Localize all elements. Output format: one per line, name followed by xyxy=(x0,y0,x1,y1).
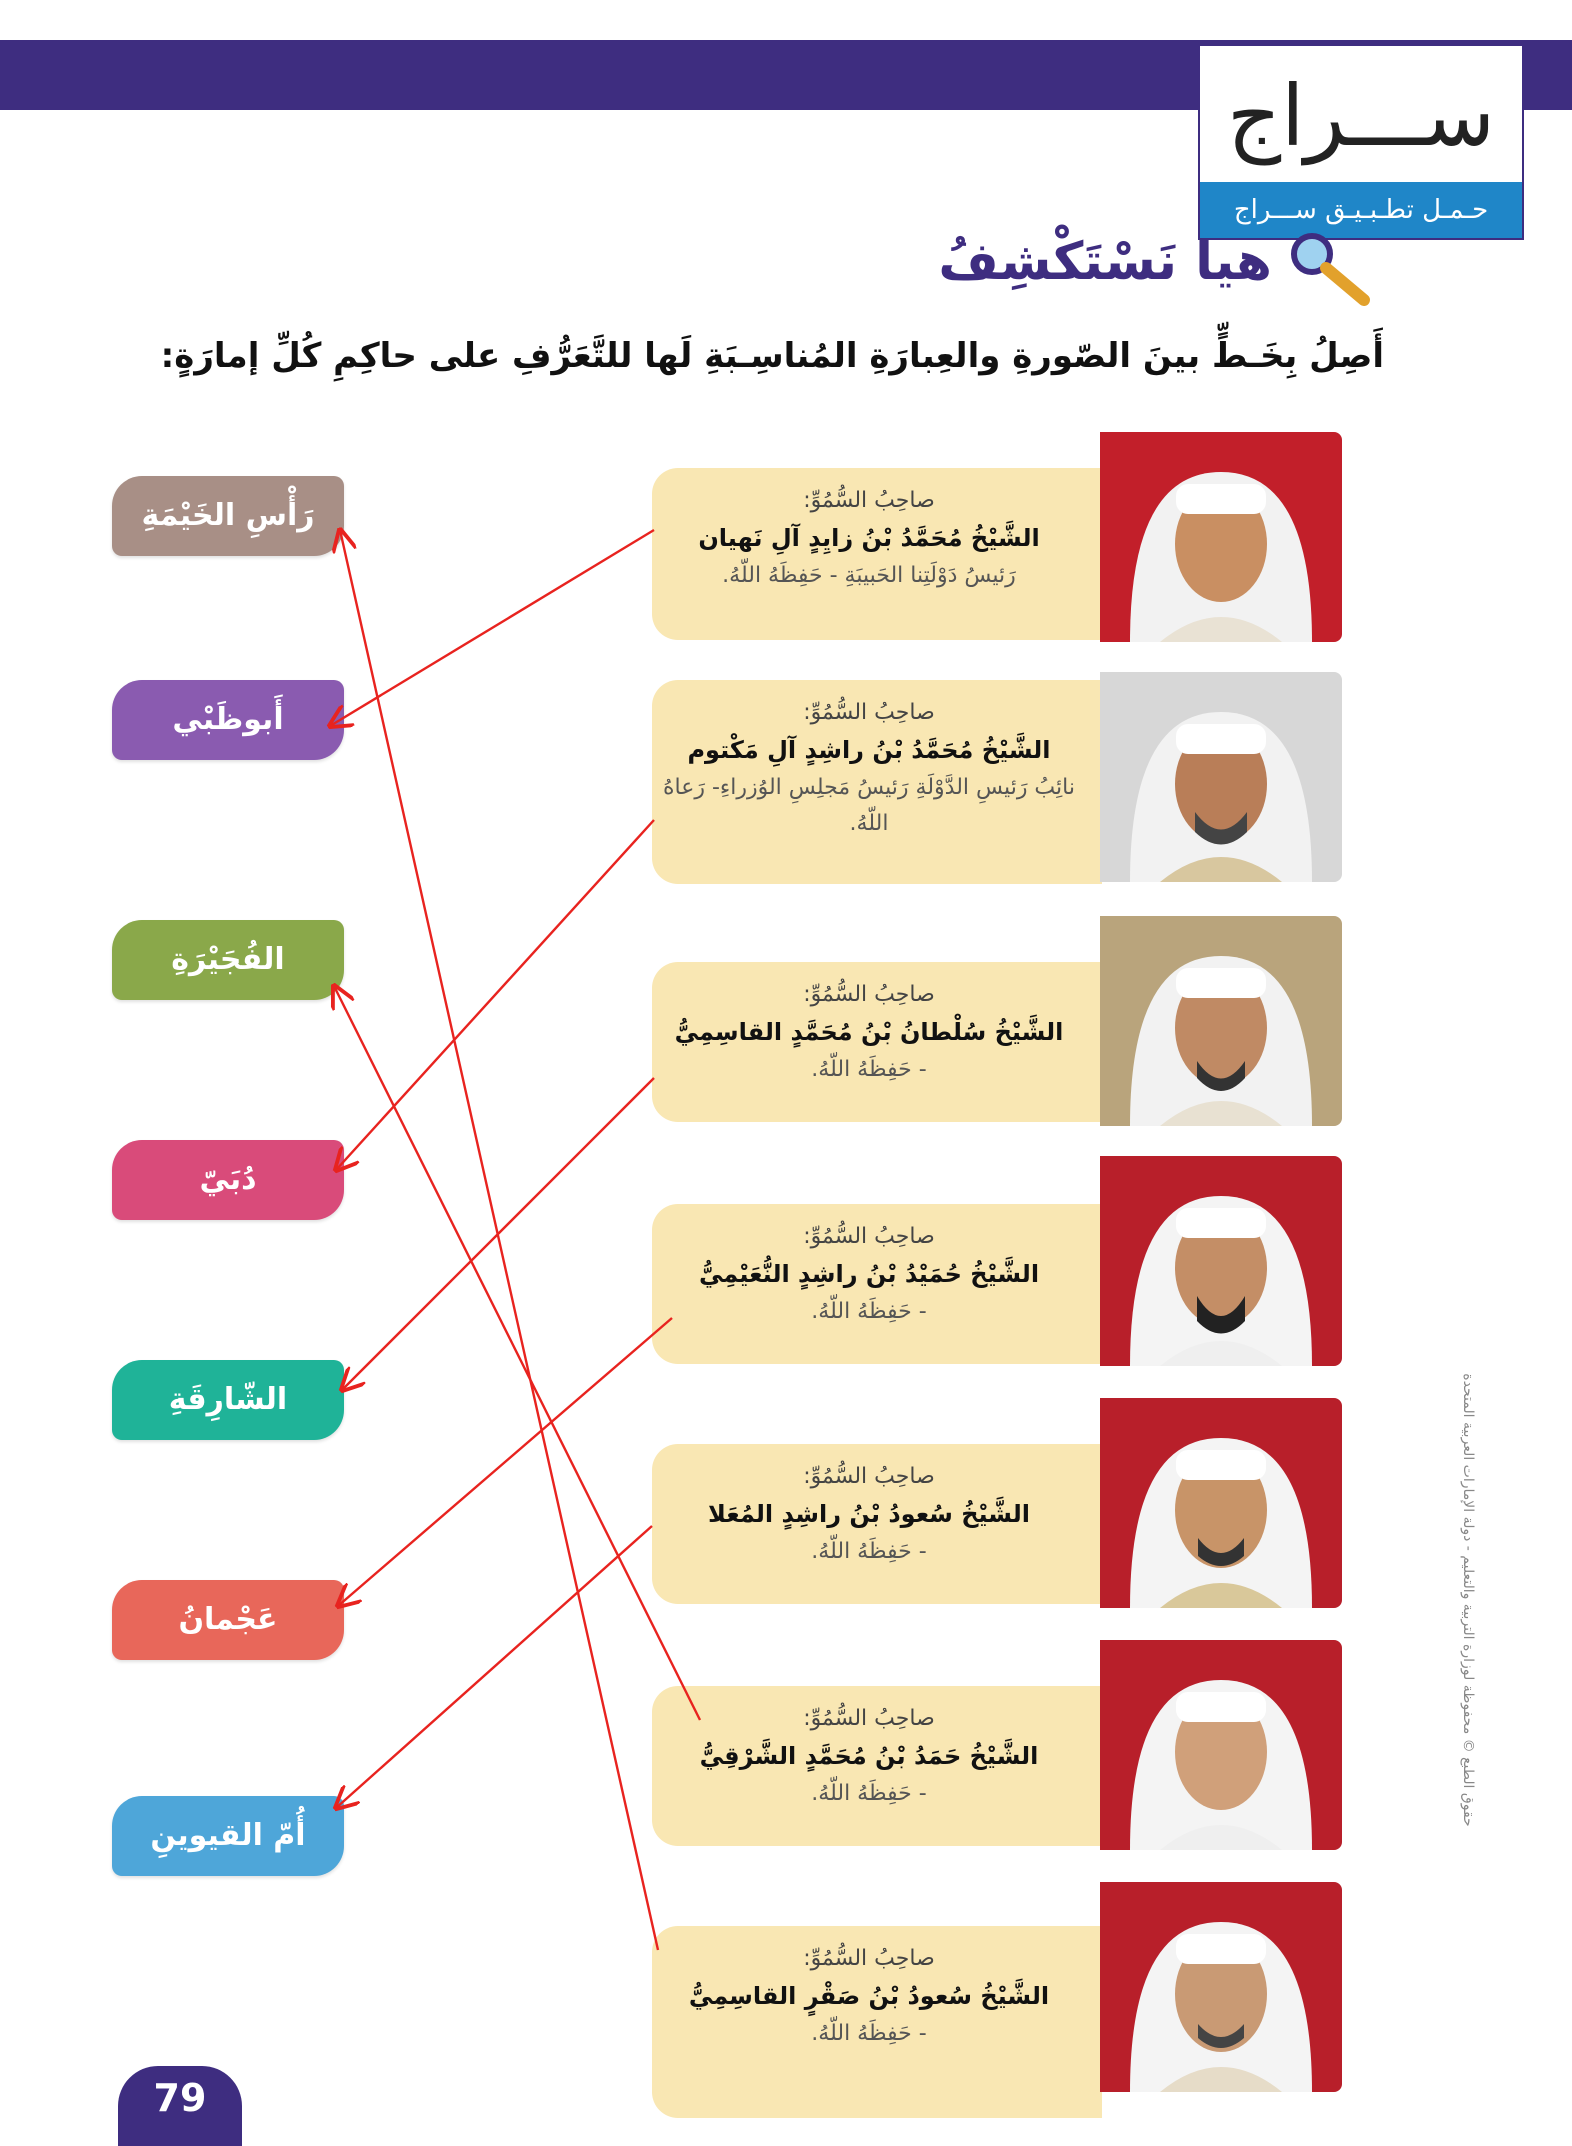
page-number: 79 xyxy=(118,2066,242,2146)
emirate-pill[interactable]: الفُجَيْرَةِ xyxy=(112,920,344,1000)
ruler-name: الشَّيْخُ مُحَمَّدُ بْنُ زايِدٍ آلِ نَهيان xyxy=(698,524,1040,552)
match-line xyxy=(330,530,654,726)
ruler-honorific: صاحِبُ السُّمُوِّ: xyxy=(803,982,935,1007)
ruler-description: - حَفِظَهُ اللّهُ. xyxy=(811,1299,927,1324)
ruler-honorific: صاحِبُ السُّمُوِّ: xyxy=(803,1224,935,1249)
ruler-name: الشَّيْخُ سُلْطانُ بْنُ مُحَمَّدٍ القاسِمِيُّ xyxy=(674,1018,1064,1046)
ruler-honorific: صاحِبُ السُّمُوِّ: xyxy=(803,1706,935,1731)
ruler-honorific: صاحِبُ السُّمُوِّ: xyxy=(803,1946,935,1971)
ruler-honorific: صاحِبُ السُّمُوِّ: xyxy=(803,700,935,725)
ruler-honorific: صاحِبُ السُّمُوِّ: xyxy=(803,488,935,513)
ruler-description: - حَفِظَهُ اللّهُ. xyxy=(811,1057,927,1082)
ruler-name: الشَّيْخُ سُعودُ بْنُ صَقْرٍ القاسِمِيُّ xyxy=(688,1982,1050,2010)
ruler-name: الشَّيْخُ حُمَيْدُ بْنُ راشِدٍ النُّعَيْمِيُّ xyxy=(698,1260,1040,1288)
emirate-pill[interactable]: أُمّ القيوينِ xyxy=(112,1796,344,1876)
instruction-text: أَصِلُ بِخَـطٍّ بينَ الصّورةِ والعِبارَةِ المُناسِـبَةِ لَها للتَّعَرُّفِ على حاكِمِ كُلِّ إمارَةٍ: xyxy=(160,336,1384,376)
emirate-pill[interactable]: رَأْسِ الخَيْمَةِ xyxy=(112,476,344,556)
emirate-pill[interactable]: دُبَيّ xyxy=(112,1140,344,1220)
copyright-note xyxy=(1448,1360,1488,1840)
ruler-honorific: صاحِبُ السُّمُوِّ: xyxy=(803,1464,935,1489)
ruler-description: - حَفِظَهُ اللّهُ. xyxy=(811,1781,927,1806)
emirate-pill[interactable]: أَبوظَبْي xyxy=(112,680,344,760)
ruler-name: الشَّيْخُ سُعودُ بْنُ راشِدٍ المُعَلا xyxy=(708,1500,1030,1528)
ruler-description: رَئيسُ دَوْلَتِنا الحَبيبَةِ - حَفِظَهُ اللّهُ. xyxy=(722,563,1016,588)
ruler-name: الشَّيْخُ مُحَمَّدُ بْنُ راشِدٍ آلِ مَكْتوم xyxy=(687,736,1051,764)
ruler-name: الشَّيْخُ حَمَدُ بْنُ مُحَمَّدٍ الشَّرْقِيُّ xyxy=(699,1742,1039,1770)
ruler-description: نائِبُ رَئيسِ الدَّوْلَةِ رَئيسُ مَجلِسِ الوُزراءِ- رَعاهُ اللّهُ. xyxy=(663,775,1075,836)
ruler-description: - حَفِظَهُ اللّهُ. xyxy=(811,1539,927,1564)
emirate-pill[interactable]: الشّارِقَةِ xyxy=(112,1360,344,1440)
ruler-description: - حَفِظَهُ اللّهُ. xyxy=(811,2021,927,2046)
copyright-text: حقوق الطبع © محفوظة لوزارة التربية والتعليم - دولة الإمارات العربية المتحدة xyxy=(1460,1373,1476,1827)
emirate-pill[interactable]: عَجْمانُ xyxy=(112,1580,344,1660)
match-line xyxy=(340,530,658,1950)
logo-wordmark: ســـراج xyxy=(1226,67,1496,165)
logo-tagline: حـمـل تطـبـيـق ســـراج xyxy=(1200,182,1522,238)
match-line xyxy=(334,986,700,1720)
match-line xyxy=(336,820,654,1170)
section-title: هيا نَسْتَكْشِفُ xyxy=(938,232,1272,292)
